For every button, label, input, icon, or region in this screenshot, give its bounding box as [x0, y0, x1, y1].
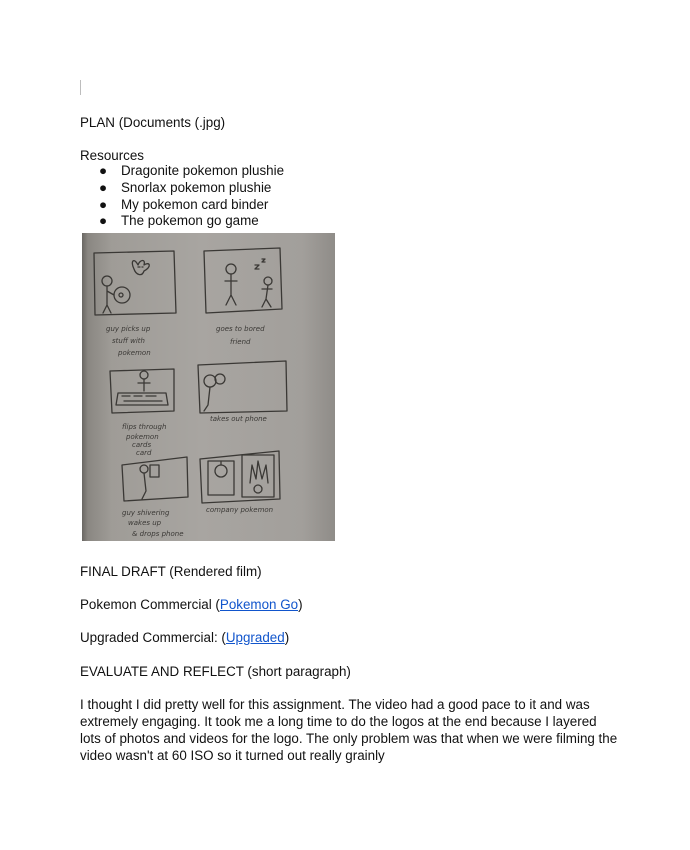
list-item: [80, 163, 284, 180]
sketch-caption: pokemon: [126, 433, 159, 441]
sketch-caption: goes to bored: [216, 325, 265, 333]
upgraded-suffix: ): [284, 630, 290, 645]
sketch-caption: takes out phone: [210, 415, 267, 423]
bullet-icon: ●: [99, 179, 108, 195]
sketch-caption: pokemon: [118, 349, 151, 357]
bullet-icon: ●: [99, 196, 108, 212]
upgraded-line: [80, 629, 289, 646]
final-draft-heading: FINAL DRAFT (Rendered film): [80, 564, 262, 579]
list-item-text: The pokemon go game: [121, 213, 259, 229]
reflection-paragraph: I thought I did pretty well for this assignment. The video had a good pace to it and was extremely engaging. It took me a long time to do the logos at the end because I layered lots of photos and videos for the logo. The only problem was that when we were filming the video wasn't at 60 ISO so it turned out really grainly: [80, 697, 618, 763]
upgraded-link[interactable]: Upgraded: [225, 630, 285, 645]
resources-list: [80, 163, 284, 230]
list-item: [80, 213, 284, 230]
resources-heading: Resources: [80, 148, 145, 163]
sketch-caption: wakes up: [128, 519, 162, 527]
list-item-text: Snorlax pokemon plushie: [121, 179, 272, 195]
commercial-prefix: Pokemon Commercial (: [80, 597, 220, 612]
sketch-caption: & drops phone: [132, 530, 184, 538]
text-cursor: [80, 80, 81, 95]
sketch-caption: company pokemon: [206, 506, 274, 514]
list-item-text: Dragonite pokemon plushie: [121, 163, 285, 178]
pokemon-go-link[interactable]: Pokemon Go: [219, 597, 299, 612]
sketch-caption: stuff with: [112, 337, 145, 345]
evaluate-heading: EVALUATE AND REFLECT (short paragraph): [80, 664, 351, 679]
commercial-line: [80, 596, 303, 613]
sketch-caption: friend: [230, 338, 251, 346]
sketch-caption: guy picks up: [106, 325, 151, 333]
upgraded-prefix: Upgraded Commercial: (: [80, 630, 226, 645]
sketch-caption: card: [136, 449, 152, 457]
sketch-caption: guy shivering: [122, 509, 170, 517]
bullet-icon: ●: [99, 163, 108, 178]
sketch-caption: flips through: [122, 423, 167, 431]
commercial-suffix: ): [298, 597, 303, 612]
list-item: [80, 197, 284, 214]
plan-heading: PLAN (Documents (.jpg): [80, 115, 226, 130]
storyboard-sketch-image: [82, 233, 335, 541]
bullet-icon: ●: [99, 213, 108, 229]
list-item: [80, 180, 284, 197]
list-item-text: My pokemon card binder: [121, 196, 269, 212]
sketch-caption: cards: [132, 441, 152, 449]
